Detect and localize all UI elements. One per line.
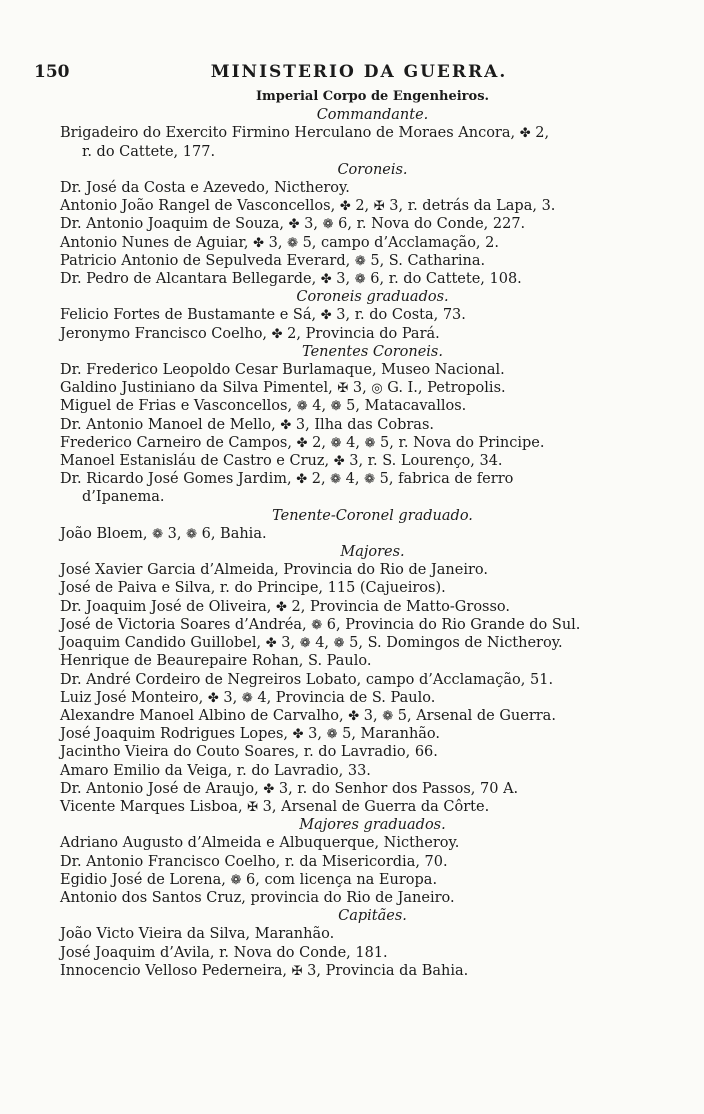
rose-order-icon: ❁ (152, 526, 164, 542)
rose-order-icon: ❁ (364, 472, 376, 488)
cross-order-icon: ✤ (207, 690, 219, 706)
roster-entry: José Joaquim d’Avila, r. Nova do Conde, 181. (60, 944, 388, 961)
rose-order-icon: ❁ (354, 272, 366, 288)
rose-order-icon: ❁ (230, 872, 242, 888)
rank-heading: Majores. (340, 544, 405, 561)
cross-order-icon: ✤ (339, 199, 351, 215)
roster-entry: Galdino Justiniano da Silva Pimentel, ✠ 3, ◎ G. I., Petropolis. (60, 380, 506, 397)
rose-order-icon: ❁ (326, 727, 338, 743)
roster-entry: Alexandre Manoel Albino de Carvalho, ✤ 3, ❁ 5, Arsenal de Guerra. (60, 707, 556, 724)
christ-cross-icon: ✠ (337, 381, 349, 397)
roster-entry: Innocencio Velloso Pederneira, ✠ 3, Provincia da Bahia. (60, 962, 469, 979)
rank-heading: Coroneis. (337, 161, 408, 178)
roster-entry: José Xavier Garcia d’Almeida, Provincia do Rio de Janeiro. (60, 562, 488, 579)
cross-order-icon: ✤ (263, 781, 275, 797)
cross-order-icon: ✤ (265, 636, 277, 652)
rose-order-icon: ❁ (354, 253, 366, 269)
cross-order-icon: ✤ (296, 435, 308, 451)
christ-cross-icon: ✠ (291, 963, 303, 979)
rank-heading: Commandante. (316, 107, 429, 124)
cross-order-icon: ✤ (320, 272, 332, 288)
roster-entry: Antonio João Rangel de Vasconcellos, ✤ 2, ✠ 3, r. detrás da Lapa, 3. (60, 198, 556, 215)
rose-order-icon: ❁ (322, 217, 334, 233)
cross-order-icon: ✤ (276, 599, 287, 615)
rose-order-icon: ❁ (287, 235, 298, 251)
roster-entry: José Joaquim Rodrigues Lopes, ✤ 3, ❁ 5, Maranhão. (60, 726, 441, 743)
cross-order-icon: ✤ (271, 326, 283, 342)
rose-order-icon: ❁ (382, 708, 394, 724)
rank-heading: Tenente-Coronel graduado. (272, 507, 473, 524)
cross-order-icon: ✤ (333, 454, 345, 470)
roster-entry: Adriano Augusto d’Almeida e Albuquerque, Nictheroy. (60, 835, 460, 852)
roster-entry: Dr. Pedro de Alcantara Bellegarde, ✤ 3, ❁ 6, r. do Cattete, 108. (60, 271, 522, 288)
roster-entry: João Victo Vieira da Silva, Maranhão. (60, 926, 335, 943)
page-number: 150 (34, 62, 70, 82)
roster-entry: Brigadeiro do Exercito Firmino Herculano de Moraes Ancora, ✤ 2, (60, 125, 550, 142)
rose-order-icon: ❁ (299, 636, 311, 652)
roster-entry: Luiz José Monteiro, ✤ 3, ❁ 4, Provincia de S. Paulo. (60, 689, 436, 706)
roster-entry: Dr. Antonio José de Araujo, ✤ 3, r. do Senhor dos Passos, 70 A. (60, 780, 519, 797)
roster-entry: Dr. Antonio Francisco Coelho, r. da Misericordia, 70. (60, 853, 448, 870)
roster-list (60, 88, 685, 980)
page-header (34, 62, 684, 84)
cross-order-icon: ✤ (296, 472, 308, 488)
roster-entry: Dr. Antonio Manoel de Mello, ✤ 3, Ilha das Cobras. (60, 416, 435, 433)
roster-entry: João Bloem, ❁ 3, ❁ 6, Bahia. (60, 525, 267, 542)
gi-order-icon: ◎ (371, 381, 383, 397)
cross-order-icon: ✤ (253, 235, 264, 251)
christ-cross-icon: ✠ (247, 799, 259, 815)
roster-entry: Dr. Joaquim José de Oliveira, ✤ 2, Provincia de Matto-Grosso. (60, 598, 511, 615)
rose-order-icon: ❁ (330, 435, 342, 451)
rose-order-icon: ❁ (186, 526, 197, 542)
roster-entry: Egidio José de Lorena, ❁ 6, com licença na Europa. (60, 871, 438, 888)
rose-order-icon: ❁ (311, 617, 323, 633)
rose-order-icon: ❁ (330, 399, 342, 415)
cross-order-icon: ✤ (288, 217, 300, 233)
roster-entry: Dr. Antonio Joaquim de Souza, ✤ 3, ❁ 6, r. Nova do Conde, 227. (60, 216, 526, 233)
roster-entry-continuation: r. do Cattete, 177. (82, 143, 216, 160)
christ-cross-icon: ✠ (373, 199, 385, 215)
rose-order-icon: ❁ (330, 472, 342, 488)
rank-heading: Tenentes Coroneis. (302, 343, 443, 360)
cross-order-icon: ✤ (292, 727, 304, 743)
roster-entry: Dr. André Cordeiro de Negreiros Lobato, campo d’Acclamação, 51. (60, 671, 554, 688)
rank-heading: Coroneis graduados. (296, 289, 449, 306)
roster-entry: José de Paiva e Silva, r. do Principe, 115 (Cajueiros). (60, 580, 446, 597)
roster-entry: Dr. José da Costa e Azevedo, Nictheroy. (60, 180, 350, 197)
cross-order-icon: ✤ (320, 308, 332, 324)
section-title: Imperial Corpo de Engenheiros. (255, 89, 490, 104)
rose-order-icon: ❁ (364, 435, 376, 451)
cross-order-icon: ✤ (348, 708, 360, 724)
rank-heading: Capitães. (338, 908, 407, 925)
roster-entry: Antonio Nunes de Aguiar, ✤ 3, ❁ 5, campo d’Acclamação, 2. (60, 234, 499, 251)
roster-entry: Patricio Antonio de Sepulveda Everard, ❁ 5, S. Catharina. (60, 252, 486, 269)
roster-entry: Dr. Frederico Leopoldo Cesar Burlamaque, Museo Nacional. (60, 362, 505, 379)
roster-entry-continuation: d’Ipanema. (82, 489, 165, 506)
roster-entry: Dr. Ricardo José Gomes Jardim, ✤ 2, ❁ 4, ❁ 5, fabrica de ferro (60, 471, 514, 488)
roster-entry: Jeronymo Francisco Coelho, ✤ 2, Provincia do Pará. (60, 325, 440, 342)
rank-heading: Majores graduados. (299, 817, 446, 834)
roster-entry: José de Victoria Soares d’Andréa, ❁ 6, Provincia do Rio Grande do Sul. (60, 616, 581, 633)
roster-entry: Felicio Fortes de Bustamante e Sá, ✤ 3, r. do Costa, 73. (60, 307, 466, 324)
running-title: MINISTERIO DA GUERRA. (210, 62, 508, 82)
roster-entry: Henrique de Beaurepaire Rohan, S. Paulo. (60, 653, 372, 670)
cross-order-icon: ✤ (519, 126, 531, 142)
roster-entry: Antonio dos Santos Cruz, provincia do Rio de Janeiro. (60, 889, 455, 906)
rose-order-icon: ❁ (241, 690, 253, 706)
roster-entry: Amaro Emilio da Veiga, r. do Lavradio, 33. (60, 762, 371, 779)
roster-entry: Joaquim Candido Guillobel, ✤ 3, ❁ 4, ❁ 5, S. Domingos de Nictheroy. (60, 635, 563, 652)
rose-order-icon: ❁ (296, 399, 308, 415)
cross-order-icon: ✤ (280, 417, 292, 433)
roster-entry: Jacintho Vieira do Couto Soares, r. do Lavradio, 66. (60, 744, 438, 761)
roster-entry: Miguel de Frias e Vasconcellos, ❁ 4, ❁ 5, Matacavallos. (60, 398, 467, 415)
roster-entry: Vicente Marques Lisboa, ✠ 3, Arsenal de Guerra da Côrte. (60, 798, 490, 815)
roster-entry: Frederico Carneiro de Campos, ✤ 2, ❁ 4, ❁ 5, r. Nova do Principe. (60, 434, 545, 451)
roster-entry: Manoel Estanisláu de Castro e Cruz, ✤ 3, r. S. Lourenço, 34. (60, 453, 503, 470)
rose-order-icon: ❁ (333, 636, 345, 652)
